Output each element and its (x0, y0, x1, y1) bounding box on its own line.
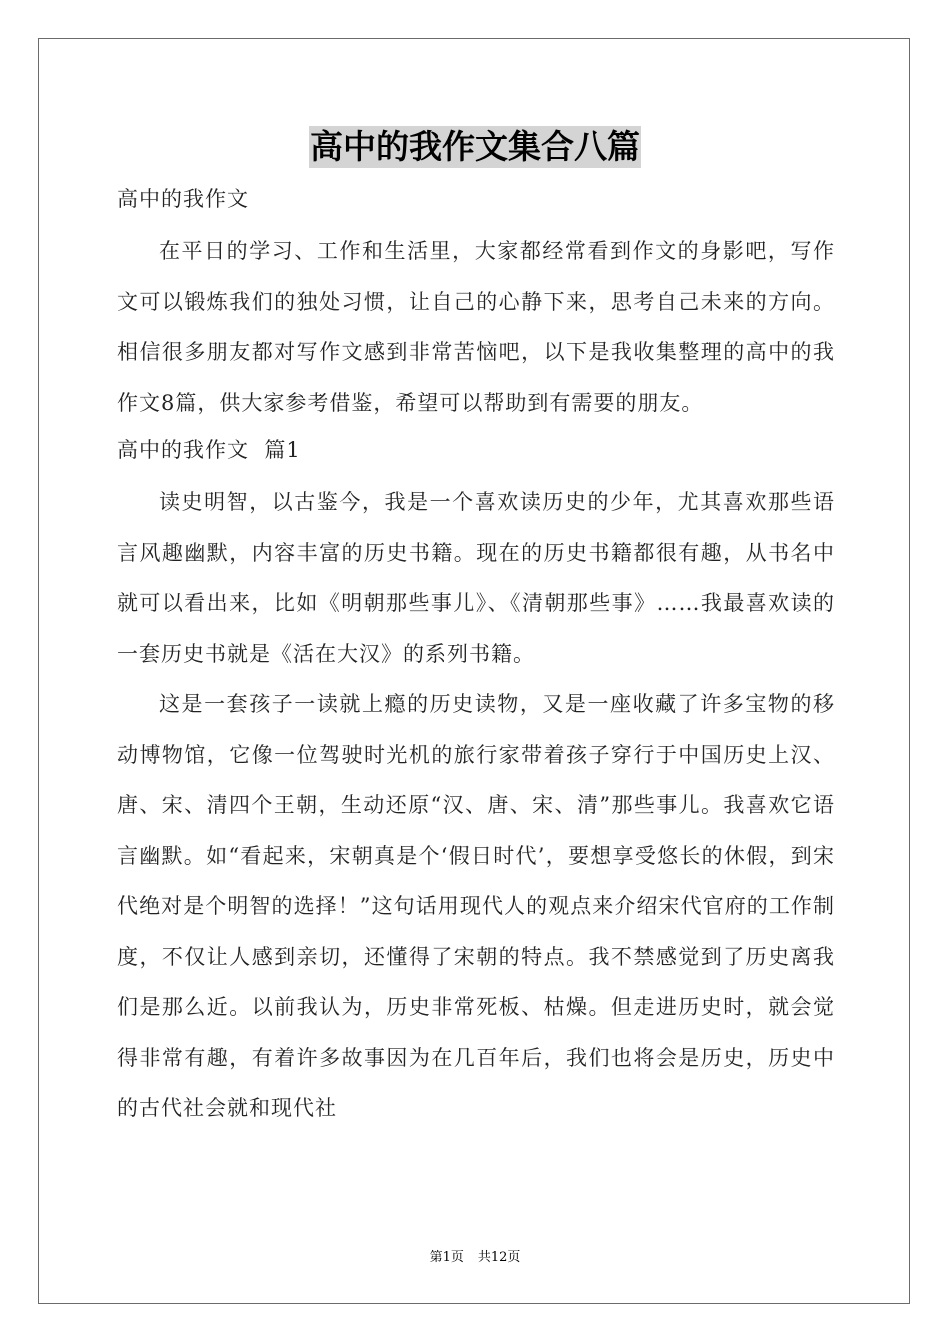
part1-heading: 高中的我作文 篇1 (117, 438, 301, 462)
document-title: 高中的我作文集合八篇 (310, 127, 640, 166)
title-container (0, 126, 950, 168)
part1-paragraph-2: 这是一套孩子一读就上瘾的历史读物，又是一座收藏了许多宝物的移动博物馆，它像一位驾驶时光机的旅行家带着孩子穿行于中国历史上汉、唐、宋、清四个王朝，生动还原“汉、唐、宋、清”那些事儿。我喜欢它语言幽默。如“看起来，宋朝真是个‘假日时代’，要想享受悠长的休假，到宋代绝对是个明智的选择！”这句话用现代人的观点来介绍宋代官府的工作制度，不仅让人感到亲切，还懂得了宋朝的特点。我不禁感觉到了历史离我们是那么近。以前我认为，历史非常死板、枯燥。但走进历史时，就会觉得非常有趣，有着许多故事因为在几百年后，我们也将会是历史，历史中的古代社会就和现代社 (117, 692, 835, 1120)
page-total: 共12页 (477, 1250, 521, 1265)
intro-paragraph: 在平日的学习、工作和生活里，大家都经常看到作文的身影吧，写作文可以锻炼我们的独处习惯，让自己的心静下来，思考自己未来的方向。相信很多朋友都对写作文感到非常苦恼吧，以下是我收集整理的高中的我作文8篇，供大家参考借鉴，希望可以帮助到有需要的朋友。 (117, 239, 835, 415)
page-footer (0, 1246, 950, 1265)
part1-paragraph-1: 读史明智，以古鉴今，我是一个喜欢读历史的少年，尤其喜欢那些语言风趣幽默，内容丰富的历史书籍。现在的历史书籍都很有趣，从书名中就可以看出来，比如《明朝那些事儿》、《清朝那些事》……我最喜欢读的一套历史书就是《活在大汉》的系列书籍。 (117, 490, 835, 666)
document-body (117, 177, 835, 1134)
intro-heading: 高中的我作文 (117, 187, 249, 211)
page-number: 第1页 (429, 1250, 464, 1265)
